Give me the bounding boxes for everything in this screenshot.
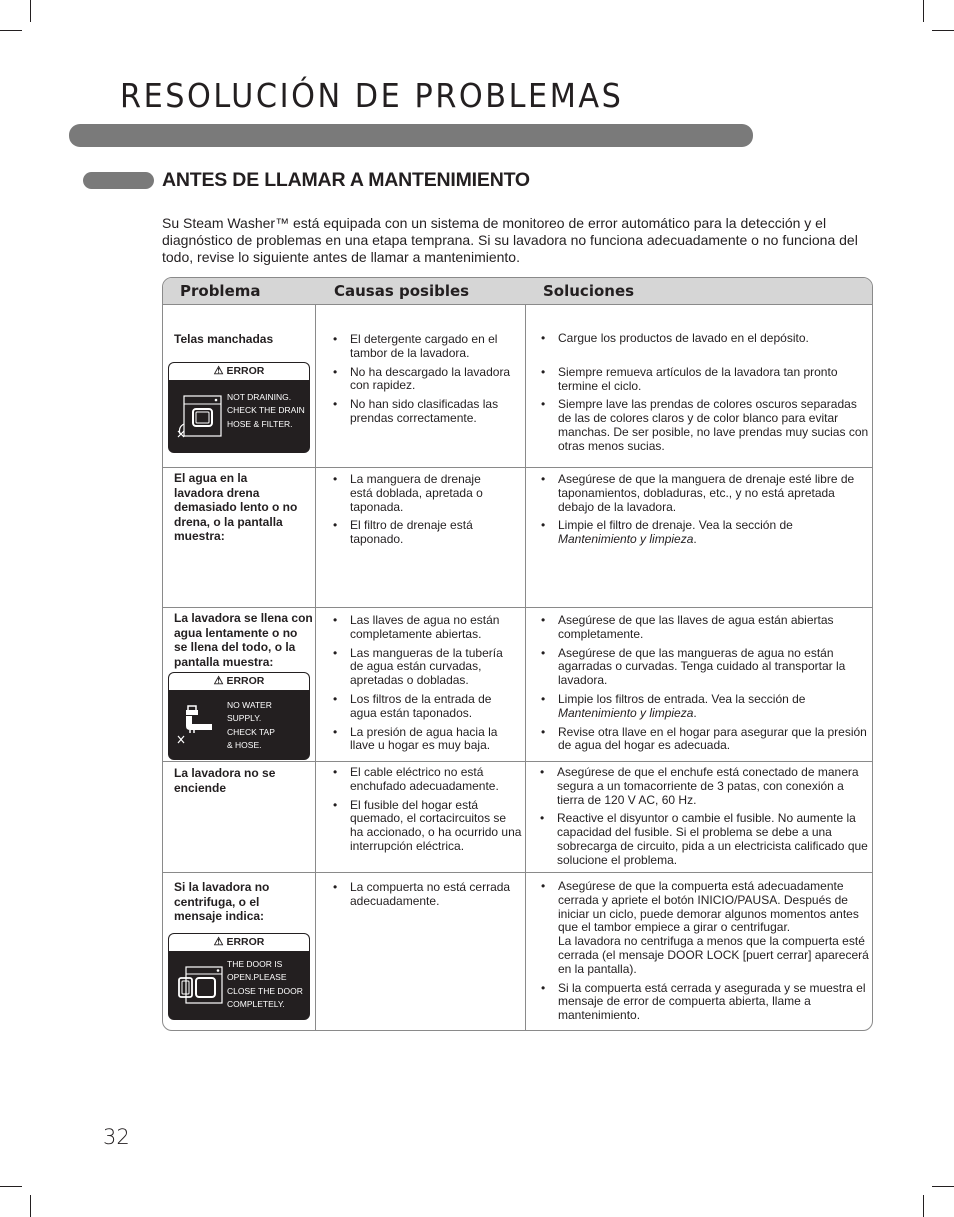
error-line: NOT DRAINING. — [227, 392, 292, 402]
list-item: • Asegúrese de que la manguera de drenaje esté libre de taponamientos, dobladuras, etc., y no está apretada debajo de la lavadora. — [540, 473, 870, 514]
error-label: ERROR — [226, 675, 265, 687]
solutions-list — [539, 766, 870, 873]
washer-drain-icon — [176, 394, 224, 438]
error-header — [169, 673, 309, 690]
list-item: • El detergente cargado en el tambor de la lavadora. — [332, 333, 522, 361]
warning-icon: ⚠ — [213, 365, 224, 377]
causes-list — [332, 766, 522, 859]
solutions-list — [540, 614, 870, 758]
list-item: • Siempre remueva artículos de la lavadora tan pronto termine el ciclo. — [540, 366, 870, 394]
problem-no-centrifuga: Si la lavadora no centrifuga, o el mensaje indica: — [174, 880, 270, 923]
list-item: • Asegúrese de que las llaves de agua están abiertas completamente. — [540, 614, 870, 642]
section-heading: ANTES DE LLAMAR A MANTENIMIENTO — [162, 169, 530, 191]
problem-drenaje: El agua en la lavadora drena demasiado lento o no drena, o la pantalla muestra: — [174, 471, 298, 543]
column-divider — [315, 305, 316, 1030]
list-item: • El fusible del hogar está quemado, el cortacircuitos se ha accionado, o ha ocurrido una interrupción eléctrica. — [332, 799, 522, 854]
error-display-water — [168, 672, 310, 760]
causes-list — [332, 881, 522, 914]
list-item: • Revise otra llave en el hogar para asegurar que la presión de agua del hogar es adecuada. — [540, 726, 870, 754]
list-item: • No han sido clasificadas las prendas correctamente. — [332, 398, 522, 426]
error-display-drain — [168, 362, 310, 453]
list-item: • Cargue los productos de lavado en el depósito. — [540, 332, 870, 346]
causes-list — [332, 333, 522, 431]
column-divider — [525, 305, 526, 1030]
list-item: • Limpie el filtro de drenaje. Vea la sección de Mantenimiento y limpieza. — [540, 519, 870, 547]
list-item: • Si la compuerta está cerrada y asegurada y se muestra el mensaje de error de compuerta abierta, llame a mantenimiento. — [540, 982, 870, 1023]
crop-mark — [30, 0, 31, 22]
list-item: • La manguera de drenaje está doblada, apretada o taponada. — [332, 473, 502, 514]
list-item: • Las mangueras de la tubería de agua están curvadas, apretadas o dobladas. — [332, 647, 510, 688]
problem-no-enciende: La lavadora no se enciende — [174, 766, 276, 795]
table-header — [163, 278, 872, 305]
section-reference: Mantenimiento y limpieza — [558, 532, 694, 547]
list-item: • El cable eléctrico no está enchufado adecuadamente. — [332, 766, 522, 794]
error-message — [227, 958, 310, 1011]
error-line: HOSE & FILTER. — [227, 418, 293, 429]
list-item: • Las llaves de agua no están completamente abiertas. — [332, 614, 510, 642]
solution-continuation: La lavadora no centrifuga a menos que la compuerta esté cerrada (el mensaje DOOR LOCK [puert cerrar] aparecerá en la pantalla). — [558, 934, 869, 976]
section-marker — [83, 172, 154, 189]
crop-mark — [932, 30, 954, 31]
error-header — [169, 363, 309, 380]
error-message — [227, 699, 310, 752]
list-item: • Reactive el disyuntor o cambie el fusible. No aumente la capacidad del fusible. Si el problema se debe a una sobrecarga de circuito, pida a un electricista calificado que solucione el problema. — [539, 812, 870, 867]
causes-list — [332, 473, 502, 552]
error-line: NO WATER — [227, 700, 272, 710]
error-header — [169, 934, 309, 951]
error-line: CLOSE THE DOOR — [227, 985, 303, 996]
title-underline-bar — [69, 124, 753, 147]
problem-telas-manchadas: Telas manchadas — [174, 332, 274, 346]
error-label: ERROR — [226, 936, 265, 948]
warning-icon: ⚠ — [213, 675, 224, 687]
error-label: ERROR — [226, 365, 265, 377]
solution-text: Limpie el filtro de drenaje. Vea la sección de — [558, 518, 793, 533]
list-item: • Asegúrese de que el enchufe está conectado de manera segura a un tomacorriente de 3 patas, con conexión a tierra de 120 V AC, 60 Hz. — [539, 766, 870, 807]
error-line: COMPLETELY. — [227, 998, 285, 1009]
row-divider — [163, 761, 872, 762]
header-causas: Causas posibles — [334, 282, 470, 300]
list-item: • La presión de agua hacia la llave u hogar es muy baja. — [332, 726, 510, 754]
solution-text: Limpie los filtros de entrada. Vea la sección de — [558, 691, 806, 706]
row-divider — [163, 467, 872, 468]
intro-paragraph: Su Steam Washer™ está equipada con un sistema de monitoreo de error automático para la detección y el diagnóstico de problemas en una etapa temprana. Si su lavadora no funciona adecuadamente o no funciona del todo, revise lo siguiente antes de llamar a mantenimiento. — [162, 215, 858, 265]
crop-mark — [0, 30, 22, 31]
problem-llenado: La lavadora se llena con agua lentamente o no se llena del todo, o la pantalla muestra: — [174, 611, 313, 669]
list-item: • Siempre lave las prendas de colores oscuros separadas de las de colores claros y de color blanco para evitar manchas. De ser posible, no lave prendas muy sucias con otras menos sucias. — [540, 398, 870, 453]
solutions-list — [540, 332, 870, 459]
list-item: • El filtro de drenaje está taponado. — [332, 519, 502, 547]
causes-list — [332, 614, 510, 758]
water-tap-icon — [176, 702, 220, 746]
crop-mark — [30, 1195, 31, 1217]
page-number: 32 — [103, 1125, 130, 1149]
warning-icon: ⚠ — [213, 936, 224, 948]
list-item: • Asegúrese de que las mangueras de agua no están agarradas o curvadas. Tenga cuidado al transportar la lavadora. — [540, 647, 870, 688]
solutions-list — [540, 880, 870, 1028]
row-divider — [163, 607, 872, 608]
list-item: • Los filtros de la entrada de agua están taponados. — [332, 693, 510, 721]
washer-door-icon — [176, 963, 226, 1007]
list-item: • La compuerta no está cerrada adecuadamente. — [332, 881, 522, 909]
troubleshooting-table — [162, 277, 873, 1031]
crop-mark — [0, 1186, 22, 1187]
crop-mark — [923, 1195, 924, 1217]
list-item: • Limpie los filtros de entrada. Vea la sección de Mantenimiento y limpieza. — [540, 693, 870, 721]
section-reference: Mantenimiento y limpieza — [558, 705, 694, 720]
list-item: • No ha descargado la lavadora con rapidez. — [332, 366, 522, 394]
error-line: THE DOOR IS — [227, 959, 283, 969]
header-problema: Problema — [180, 282, 261, 300]
error-line: OPEN.PLEASE — [227, 972, 287, 983]
error-display-door — [168, 933, 310, 1020]
error-line: CHECK TAP — [227, 726, 275, 737]
error-message — [227, 391, 310, 431]
header-soluciones: Soluciones — [543, 282, 635, 300]
list-item — [540, 935, 870, 976]
crop-mark — [923, 0, 924, 22]
error-line: SUPPLY. — [227, 713, 262, 724]
list-item: • Asegúrese de que la compuerta está adecuadamente cerrada y apriete el botón INICIO/PAUSA. Después de iniciar un ciclo, puede demorar algunos momentos antes que el tambor empiece a girar o centrifugar. — [540, 880, 870, 935]
error-line: & HOSE. — [227, 739, 262, 750]
solutions-list — [540, 473, 870, 552]
error-line: CHECK THE DRAIN — [227, 405, 305, 416]
page-title: RESOLUCIÓN DE PROBLEMAS — [120, 76, 624, 115]
crop-mark — [932, 1186, 954, 1187]
